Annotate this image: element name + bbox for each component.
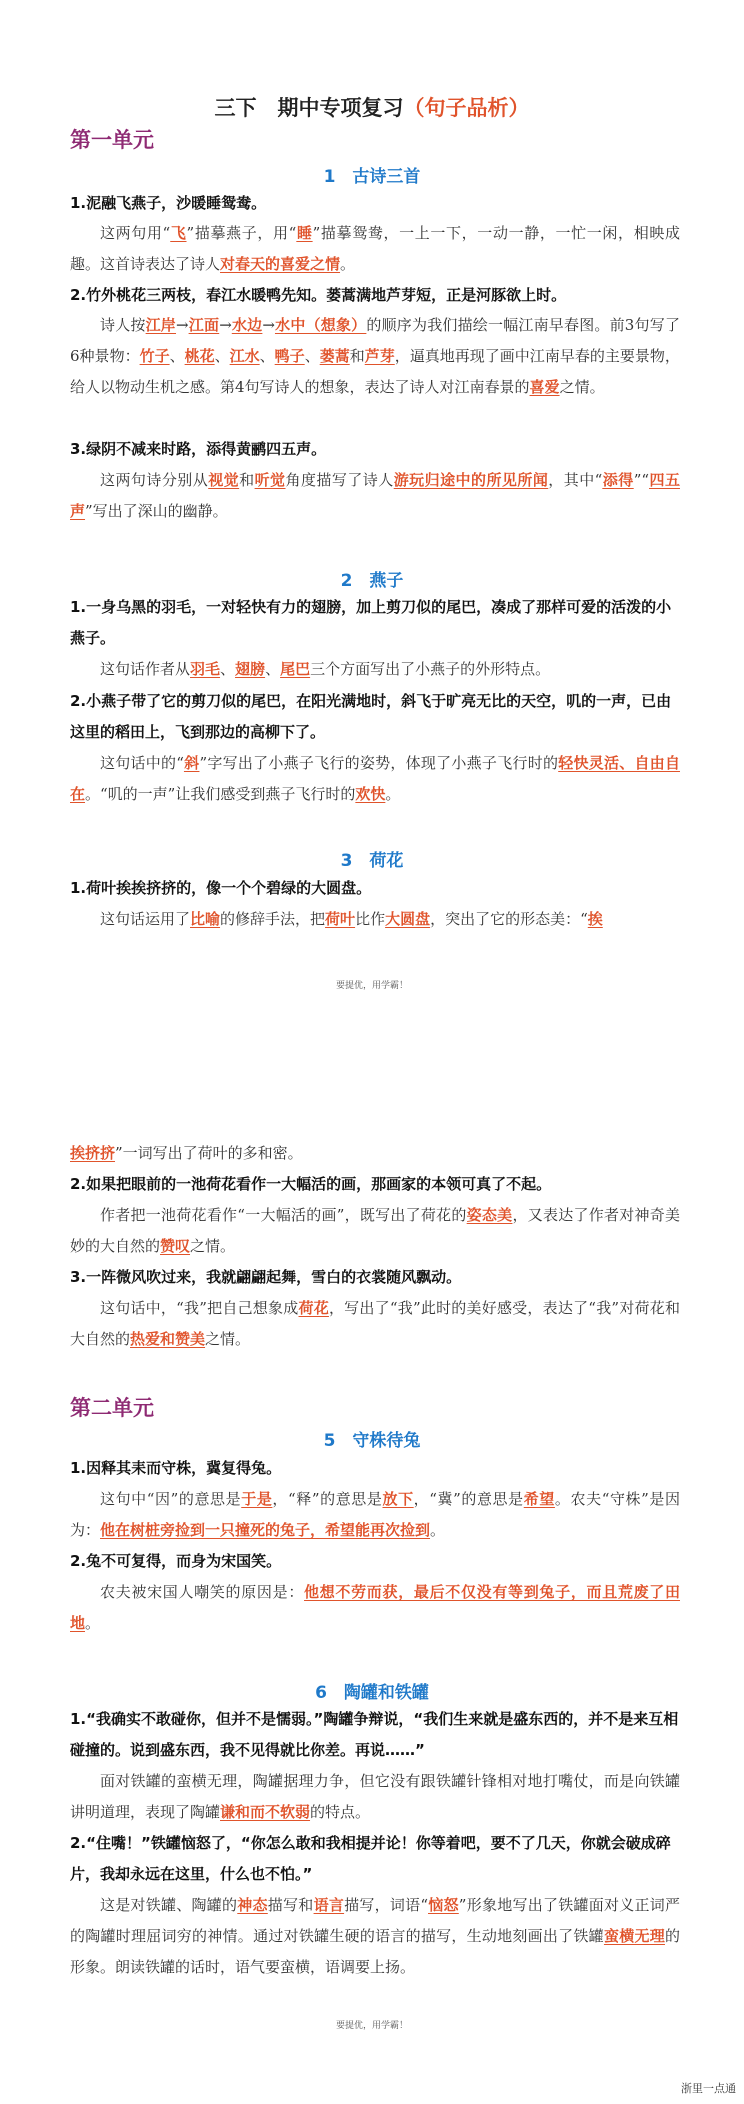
answer-highlight: 荷花 [298,1299,329,1317]
title-main: 三下 期中专项复习 [214,96,404,120]
answer-highlight: 翅膀 [235,660,266,678]
answer-highlight: 希望 [523,1490,555,1508]
analysis-text: ”字写出了小燕子飞行的姿势，体现了小燕子飞行时的 [199,754,559,772]
answer-highlight: 荷叶 [325,910,356,928]
analysis-text: 。“叽的一声”让我们感受到燕子飞行时的 [85,785,356,803]
page-footer-1: 要提优，用学霸！ [335,981,408,991]
analysis-text: 描写和 [267,1896,314,1914]
analysis-6-1 [70,1766,680,1828]
answer-highlight: 芦芽 [364,347,395,365]
analysis-text: 、 [304,347,320,365]
analysis-text: 、 [259,347,275,365]
analysis-text: 诗人按 [100,316,146,334]
analysis-text: 这是对铁罐、陶罐的 [100,1896,238,1914]
question-3-3: 3.一阵微风吹过来，我就翩翩起舞，雪白的衣裳随风飘动。 [70,1268,462,1286]
analysis-text: 作者把一池荷花看作“一大幅活的画”，既写出了荷花的 [100,1206,467,1224]
answer-highlight: 水中（想象） [274,316,367,334]
analysis-text: 农夫被宋国人嘲笑的原因是： [100,1583,305,1601]
answer-highlight: 听觉 [254,471,286,489]
analysis-6-2 [70,1890,680,1983]
answer-highlight: 尾巴 [280,660,311,678]
analysis-text: 的形象。朗读铁罐的话时，语气要蛮横，语调要上扬。 [70,1927,680,1976]
analysis-text: ，写出了“我”此时的美好感受，表达了“我”对荷花和大自然的 [70,1299,680,1348]
answer-highlight: 比喻 [190,910,221,928]
lesson-6-heading: 6 陶罐和铁罐 [315,1683,429,1703]
analysis-text: ”形象地写出了铁罐面对义正词严的陶罐时理屈词穷的神情。通过对铁罐生硬的语言的描写，生动地刻画出了铁罐 [70,1896,680,1945]
analysis-3-1 [70,904,680,935]
answer-highlight: 江面 [188,316,220,334]
analysis-text: 三个方面写出了小燕子的外形特点。 [310,660,551,678]
question-2-1: 1.一身乌黑的羽毛，一对轻快有力的翅膀，加上剪刀似的尾巴，凑成了那样可爱的活泼的小燕子。 [70,598,672,647]
page-footer-2: 要提优，用学霸！ [335,2021,408,2031]
answer-highlight: 他想不劳而获，最后不仅没有等到兔子，而且荒废了田地 [70,1583,680,1632]
answer-highlight: 四五声 [70,471,680,520]
analysis-text: 的特点。 [310,1803,371,1821]
analysis-text: 这句话中的“ [100,754,184,772]
analysis-2-2 [70,748,680,810]
analysis-text: 。 [430,1521,446,1539]
unit-1-heading: 第一单元 [70,128,154,152]
answer-highlight: 语言 [313,1896,345,1914]
analysis-2-1 [70,654,680,685]
answer-highlight: 姿态美 [466,1206,513,1224]
answer-highlight: 喜爱 [529,378,560,396]
analysis-text: 。 [340,255,356,273]
title-accent: （句子品析） [403,96,530,120]
answer-highlight: 江水 [229,347,260,365]
analysis-text: 。农夫“守株”是因为： [70,1490,680,1539]
analysis-text: 的修辞手法，把 [220,910,326,928]
answer-highlight: 蛮横无理 [603,1927,665,1945]
question-6-1: 1.“我确实不敢碰你，但并不是懦弱。”陶罐争辩说，“我们生来就是盛东西的，并不是来互相碰撞的。说到盛东西，我不见得就比你差。再说……” [70,1710,679,1759]
analysis-text: 之情。 [190,1237,236,1255]
answer-highlight: 水边 [231,316,263,334]
analysis-text: 这两句诗分别从 [100,471,209,489]
page-title [0,92,744,122]
answer-highlight: 他在树桩旁捡到一只撞死的兔子，希望能再次捡到 [100,1521,431,1539]
analysis-text: 描写，词语“ [344,1896,429,1914]
analysis-text: 面对铁罐的蛮横无理，陶罐据理力争，但它没有跟铁罐针锋相对地打嘴仗，而是向铁罐讲明道理，表现了陶罐 [70,1772,680,1821]
answer-highlight: 大圆盘 [385,910,431,928]
analysis-3-3 [70,1293,680,1355]
analysis-text: 和 [349,347,365,365]
analysis-text: ，又表达了作者对神奇美妙的大自然的 [70,1206,680,1255]
analysis-text: 和 [239,471,255,489]
question-6-2: 2.“住嘴！”铁罐恼怒了，“你怎么敢和我相提并论！你等着吧，要不了几天，你就会破成碎片，我却永远在这里，什么也不怕。” [70,1834,671,1883]
analysis-text: ”写出了深山的幽静。 [85,502,228,520]
question-3-2: 2.如果把眼前的一池荷花看作一大幅活的画，那画家的本领可真了不起。 [70,1175,552,1193]
analysis-text: 这句中“因”的意思是 [100,1490,242,1508]
answer-highlight: 睡 [296,224,313,242]
question-1-2: 2.竹外桃花三两枝，春江水暖鸭先知。蒌蒿满地芦芽短，正是河豚欲上时。 [70,286,567,304]
question-3-1: 1.荷叶挨挨挤挤的，像一个个碧绿的大圆盘。 [70,879,372,897]
analysis-text: 之情。 [559,378,605,396]
answer-highlight: 热爱和赞美 [130,1330,206,1348]
unit-2-heading: 第二单元 [70,1396,154,1420]
answer-highlight: 斜 [183,754,200,772]
question-5-2: 2.兔不可复得，而身为宋国笑。 [70,1552,282,1570]
answer-highlight: 对春天的喜爱之情 [220,255,341,273]
analysis-text: ”一词写出了荷叶的多和密。 [115,1144,303,1162]
answer-highlight: 轻快灵活、自由自在 [70,754,680,803]
analysis-text: 。 [385,785,401,803]
answer-highlight: 竹子 [139,347,170,365]
answer-highlight: 放下 [382,1490,414,1508]
answer-highlight: 羽毛 [190,660,221,678]
answer-highlight: 鸭子 [274,347,305,365]
analysis-1-1 [70,218,680,280]
answer-highlight: 游玩归途中的所见所闻 [393,471,549,489]
analysis-text: 这两句用“ [100,224,171,242]
analysis-text: 之情。 [205,1330,251,1348]
lesson-2-heading: 2 燕子 [340,571,404,591]
answer-highlight: 挨 [587,910,603,928]
analysis-text: 。 [85,1614,101,1632]
watermark-text: 浙里一点通 [681,2082,736,2095]
answer-highlight: 挨挤挤 [70,1144,116,1162]
analysis-text: → [176,316,189,334]
analysis-text: 这句话运用了 [100,910,191,928]
analysis-1-3 [70,465,680,527]
analysis-text: ，“冀”的意思是 [413,1490,524,1508]
question-2-2: 2.小燕子带了它的剪刀似的尾巴，在阳光满地时，斜飞于旷亮无比的天空，叽的一声，已由这里的稻田上，飞到那边的高柳下了。 [70,692,672,741]
analysis-text: 、 [169,347,185,365]
answer-highlight: 恼怒 [428,1896,459,1914]
lesson-3-heading: 3 荷花 [340,851,404,871]
question-1-3: 3.绿阴不减来时路，添得黄鹂四五声。 [70,440,327,458]
answer-highlight: 江岸 [145,316,177,334]
analysis-text: ，逼真地再现了画中江南早春的主要景物，给人以物动生机之感。第4句写诗人的想象，表达了诗人对江南春景的 [70,347,680,396]
analysis-text: 、 [214,347,230,365]
analysis-3-2 [70,1200,680,1262]
analysis-text: 这句话中，“我”把自己想象成 [100,1299,299,1317]
analysis-text: 角度描写了诗人 [285,471,394,489]
question-5-1: 1.因释其耒而守株，冀复得兔。 [70,1459,282,1477]
analysis-text: ，“释”的意思是 [272,1490,383,1508]
analysis-text: ”描摹鸳鸯，一上一下，一动一静，一忙一闲，相映成趣。这首诗表达了诗人 [70,224,680,273]
question-1-1: 1.泥融飞燕子，沙暖睡鸳鸯。 [70,194,267,212]
analysis-text: 比作 [355,910,386,928]
analysis-text: 、 [265,660,281,678]
answer-highlight: 神态 [237,1896,268,1914]
analysis-text: → [262,316,275,334]
analysis-1-2 [70,310,680,403]
analysis-text: → [219,316,232,334]
answer-highlight: 飞 [170,224,187,242]
analysis-text: 的顺序为我们描绘一幅江南早春图。前3句写了6种景物： [70,316,680,365]
analysis-text: ”描摹燕子，用“ [186,224,297,242]
lesson-5-heading: 5 守株待兔 [323,1431,421,1451]
analysis-text: ，其中“ [548,471,603,489]
analysis-text: 这句话作者从 [100,660,191,678]
answer-highlight: 视觉 [208,471,240,489]
analysis-text: 、 [220,660,236,678]
analysis-3-1-cont [70,1138,680,1169]
answer-highlight: 赞叹 [160,1237,191,1255]
analysis-5-2 [70,1577,680,1639]
answer-highlight: 蒌蒿 [319,347,350,365]
analysis-text: ，突出了它的形态美：“ [430,910,588,928]
analysis-5-1 [70,1484,680,1546]
answer-highlight: 欢快 [355,785,386,803]
answer-highlight: 桃花 [184,347,215,365]
answer-highlight: 添得 [602,471,634,489]
lesson-1-heading: 1 古诗三首 [323,167,421,187]
answer-highlight: 于是 [241,1490,273,1508]
answer-highlight: 谦和而不软弱 [220,1803,311,1821]
analysis-text: ”“ [633,471,650,489]
